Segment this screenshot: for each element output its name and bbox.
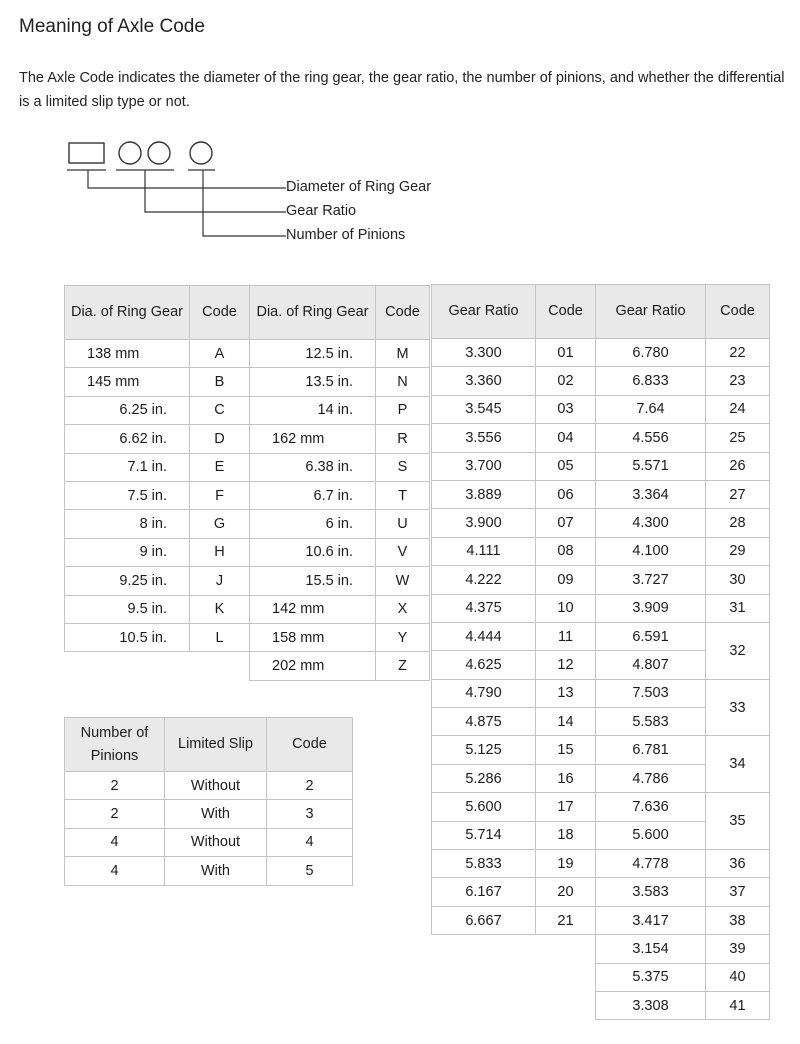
ratio-code-cell: 08 bbox=[536, 537, 596, 565]
ratio-code-cell: 02 bbox=[536, 367, 596, 395]
ratio-code-cell: 25 bbox=[706, 424, 770, 452]
gear-ratio-cell: 5.571 bbox=[596, 452, 706, 480]
table-row bbox=[432, 935, 770, 963]
ratio-code-cell: 22 bbox=[706, 339, 770, 367]
gear-ratio-cell: 4.222 bbox=[432, 566, 536, 594]
table-row bbox=[432, 878, 770, 906]
ratio-code-cell: 13 bbox=[536, 679, 596, 707]
pinion-count-cell: 4 bbox=[65, 828, 165, 856]
ratio-code-cell: 16 bbox=[536, 764, 596, 792]
ratio-code-header: Code bbox=[706, 285, 770, 339]
empty-cell bbox=[432, 963, 536, 991]
table-row bbox=[432, 395, 770, 423]
ring-code-cell: A bbox=[190, 340, 250, 368]
ring-diameter-header: Dia. of Ring Gear bbox=[250, 286, 376, 340]
ring-diameter-cell: 13.5 in. bbox=[250, 368, 376, 396]
ring-code-cell: X bbox=[376, 595, 430, 623]
table-row bbox=[432, 963, 770, 991]
empty-cell bbox=[190, 652, 250, 680]
ratio-code-cell: 24 bbox=[706, 395, 770, 423]
ratio-code-cell: 09 bbox=[536, 566, 596, 594]
ring-gear-connector bbox=[88, 170, 286, 188]
gear-ratio-cell: 5.833 bbox=[432, 850, 536, 878]
gear-ratio-cell: 3.545 bbox=[432, 395, 536, 423]
pinion-code-cell: 5 bbox=[267, 857, 353, 885]
ring-diameter-cell: 202 mm bbox=[250, 652, 376, 680]
ring-diameter-cell: 7.5 in. bbox=[65, 481, 190, 509]
gear-ratio-cell: 6.780 bbox=[596, 339, 706, 367]
pinion-count-cell: 4 bbox=[65, 857, 165, 885]
ratio-code-cell: 40 bbox=[706, 963, 770, 991]
gear-ratio-cell: 5.714 bbox=[432, 821, 536, 849]
ratio-header: Gear Ratio bbox=[432, 285, 536, 339]
gear-ratio-cell: 3.154 bbox=[596, 935, 706, 963]
ring-code-cell: S bbox=[376, 453, 430, 481]
gear-ratio-cell: 7.636 bbox=[596, 793, 706, 821]
ratio-code-cell: 21 bbox=[536, 906, 596, 934]
gear-ratio-cell: 4.556 bbox=[596, 424, 706, 452]
ring-code-cell: Y bbox=[376, 623, 430, 651]
ratio-code-cell: 28 bbox=[706, 509, 770, 537]
ratio-code-cell: 34 bbox=[706, 736, 770, 793]
gear-ratio-cell: 6.833 bbox=[596, 367, 706, 395]
table-row bbox=[432, 566, 770, 594]
table-row bbox=[65, 623, 430, 651]
ratio-header: Gear Ratio bbox=[596, 285, 706, 339]
ring-diameter-cell: 6 in. bbox=[250, 510, 376, 538]
table-row bbox=[432, 452, 770, 480]
gear-ratio-cell: 5.375 bbox=[596, 963, 706, 991]
intro-paragraph: The Axle Code indicates the diameter of the ring gear, the gear ratio, the number of pinions, and whether the differential is a limited slip type or not. bbox=[19, 70, 785, 110]
ring-diameter-cell: 9.25 in. bbox=[65, 567, 190, 595]
table-row bbox=[432, 424, 770, 452]
ratio-code-cell: 04 bbox=[536, 424, 596, 452]
gear-ratio-cell: 5.600 bbox=[432, 793, 536, 821]
ring-diameter-cell: 9.5 in. bbox=[65, 595, 190, 623]
ring-code-cell: M bbox=[376, 340, 430, 368]
ring-code-cell: G bbox=[190, 510, 250, 538]
gear-ratio-cell: 6.781 bbox=[596, 736, 706, 764]
table-row bbox=[65, 857, 353, 885]
ratio-code-cell: 17 bbox=[536, 793, 596, 821]
ring-diameter-cell: 10.5 in. bbox=[65, 623, 190, 651]
ring-code-cell: F bbox=[190, 481, 250, 509]
table-row bbox=[65, 538, 430, 566]
table-row bbox=[65, 340, 430, 368]
ring-code-cell: J bbox=[190, 567, 250, 595]
gear-ratio-cell: 4.807 bbox=[596, 651, 706, 679]
ring-diameter-cell: 142 mm bbox=[250, 595, 376, 623]
ratio-code-cell: 03 bbox=[536, 395, 596, 423]
gear-ratio-cell: 6.667 bbox=[432, 906, 536, 934]
limited-slip-cell: With bbox=[165, 800, 267, 828]
gear-ratio-cell: 4.778 bbox=[596, 850, 706, 878]
ratio-code-cell: 32 bbox=[706, 622, 770, 679]
ratio-code-header: Code bbox=[536, 285, 596, 339]
table-row bbox=[65, 652, 430, 680]
ratio-code-circle-1 bbox=[119, 142, 141, 164]
gear-ratio-cell: 3.583 bbox=[596, 878, 706, 906]
table-row bbox=[65, 481, 430, 509]
gear-ratio-cell: 5.286 bbox=[432, 764, 536, 792]
limited-slip-cell: Without bbox=[165, 828, 267, 856]
ratio-code-cell: 20 bbox=[536, 878, 596, 906]
ratio-code-cell: 35 bbox=[706, 793, 770, 850]
ring-diameter-cell: 15.5 in. bbox=[250, 567, 376, 595]
gear-ratio-cell: 3.364 bbox=[596, 480, 706, 508]
ratio-code-cell: 15 bbox=[536, 736, 596, 764]
pinions-connector bbox=[203, 170, 286, 236]
gear-ratio-cell: 3.727 bbox=[596, 566, 706, 594]
ratio-code-cell: 06 bbox=[536, 480, 596, 508]
ring-diameter-cell: 6.25 in. bbox=[65, 396, 190, 424]
pinions-label: Number of Pinions bbox=[286, 227, 406, 243]
empty-cell bbox=[536, 991, 596, 1019]
empty-cell bbox=[536, 963, 596, 991]
gear-ratio-table bbox=[431, 284, 770, 1020]
gear-ratio-cell: 4.875 bbox=[432, 708, 536, 736]
gear-ratio-cell: 7.64 bbox=[596, 395, 706, 423]
gear-ratio-cell: 4.111 bbox=[432, 537, 536, 565]
ring-diameter-cell: 145 mm bbox=[65, 368, 190, 396]
pinion-code-cell: 3 bbox=[267, 800, 353, 828]
ring-code-cell: N bbox=[376, 368, 430, 396]
pinion-code-header: Code bbox=[267, 718, 353, 772]
table-row bbox=[65, 800, 353, 828]
ring-diameter-cell: 7.1 in. bbox=[65, 453, 190, 481]
gear-ratio-cell: 3.889 bbox=[432, 480, 536, 508]
table-row bbox=[65, 453, 430, 481]
pinion-count-cell: 2 bbox=[65, 772, 165, 800]
gear-ratio-cell: 4.444 bbox=[432, 622, 536, 650]
gear-ratio-cell: 3.556 bbox=[432, 424, 536, 452]
pinions-header: Number of Pinions bbox=[65, 718, 165, 772]
page-title: Meaning of Axle Code bbox=[19, 16, 205, 37]
ratio-code-cell: 11 bbox=[536, 622, 596, 650]
table-row bbox=[432, 339, 770, 367]
table-row bbox=[65, 595, 430, 623]
gear-ratio-cell: 3.700 bbox=[432, 452, 536, 480]
empty-cell bbox=[65, 652, 190, 680]
ring-diameter-cell: 138 mm bbox=[65, 340, 190, 368]
table-row bbox=[432, 594, 770, 622]
empty-cell bbox=[432, 991, 536, 1019]
pinion-table bbox=[64, 717, 353, 886]
gear-ratio-cell: 5.600 bbox=[596, 821, 706, 849]
ratio-code-cell: 31 bbox=[706, 594, 770, 622]
ring-code-header: Code bbox=[376, 286, 430, 340]
ring-code-cell: C bbox=[190, 396, 250, 424]
ratio-code-cell: 36 bbox=[706, 850, 770, 878]
ratio-code-cell: 07 bbox=[536, 509, 596, 537]
gear-ratio-cell: 3.360 bbox=[432, 367, 536, 395]
gear-ratio-cell: 7.503 bbox=[596, 679, 706, 707]
pinion-count-cell: 2 bbox=[65, 800, 165, 828]
ring-gear-table bbox=[64, 285, 430, 681]
limited-slip-header: Limited Slip bbox=[165, 718, 267, 772]
gear-ratio-cell: 4.786 bbox=[596, 764, 706, 792]
ratio-code-cell: 19 bbox=[536, 850, 596, 878]
ratio-code-cell: 05 bbox=[536, 452, 596, 480]
ratio-code-cell: 18 bbox=[536, 821, 596, 849]
ring-diameter-cell: 10.6 in. bbox=[250, 538, 376, 566]
table-row bbox=[432, 793, 770, 821]
limited-slip-cell: Without bbox=[165, 772, 267, 800]
table-row bbox=[432, 509, 770, 537]
gear-ratio-cell: 3.417 bbox=[596, 906, 706, 934]
empty-cell bbox=[432, 935, 536, 963]
gear-ratio-cell: 4.790 bbox=[432, 679, 536, 707]
ring-code-cell: T bbox=[376, 481, 430, 509]
ratio-code-cell: 10 bbox=[536, 594, 596, 622]
table-row bbox=[432, 622, 770, 650]
gear-ratio-cell: 5.125 bbox=[432, 736, 536, 764]
ratio-code-cell: 39 bbox=[706, 935, 770, 963]
ratio-code-circle-2 bbox=[148, 142, 170, 164]
gear-ratio-cell: 4.625 bbox=[432, 651, 536, 679]
ring-code-cell: V bbox=[376, 538, 430, 566]
ring-diameter-header: Dia. of Ring Gear bbox=[65, 286, 190, 340]
gear-ratio-cell: 3.300 bbox=[432, 339, 536, 367]
table-row bbox=[432, 906, 770, 934]
ring-code-header: Code bbox=[190, 286, 250, 340]
ring-diameter-cell: 162 mm bbox=[250, 425, 376, 453]
ring-diameter-cell: 6.38 in. bbox=[250, 453, 376, 481]
code-structure-diagram bbox=[60, 140, 300, 250]
gear-ratio-connector bbox=[145, 170, 286, 212]
pinion-code-circle bbox=[190, 142, 212, 164]
gear-ratio-cell: 4.100 bbox=[596, 537, 706, 565]
ring-code-cell: U bbox=[376, 510, 430, 538]
ring-gear-code-box bbox=[69, 143, 104, 163]
gear-ratio-cell: 3.900 bbox=[432, 509, 536, 537]
pinion-code-cell: 4 bbox=[267, 828, 353, 856]
ring-diameter-cell: 14 in. bbox=[250, 396, 376, 424]
ratio-code-cell: 37 bbox=[706, 878, 770, 906]
table-row bbox=[65, 510, 430, 538]
ratio-code-cell: 14 bbox=[536, 708, 596, 736]
ratio-code-cell: 27 bbox=[706, 480, 770, 508]
ring-diameter-cell: 8 in. bbox=[65, 510, 190, 538]
ring-code-cell: B bbox=[190, 368, 250, 396]
ratio-code-cell: 29 bbox=[706, 537, 770, 565]
table-row bbox=[65, 396, 430, 424]
gear-ratio-label: Gear Ratio bbox=[286, 203, 357, 219]
table-row bbox=[432, 736, 770, 764]
gear-ratio-cell: 4.375 bbox=[432, 594, 536, 622]
ratio-code-cell: 41 bbox=[706, 991, 770, 1019]
pinion-code-cell: 2 bbox=[267, 772, 353, 800]
ratio-code-cell: 33 bbox=[706, 679, 770, 736]
table-row bbox=[432, 991, 770, 1019]
table-row bbox=[432, 850, 770, 878]
gear-ratio-cell: 5.583 bbox=[596, 708, 706, 736]
table-row bbox=[432, 480, 770, 508]
diameter-label: Diameter of Ring Gear bbox=[286, 179, 432, 195]
ratio-code-cell: 12 bbox=[536, 651, 596, 679]
ring-code-cell: K bbox=[190, 595, 250, 623]
ratio-code-cell: 38 bbox=[706, 906, 770, 934]
ring-code-cell: Z bbox=[376, 652, 430, 680]
table-row bbox=[432, 537, 770, 565]
ring-code-cell: E bbox=[190, 453, 250, 481]
table-row bbox=[65, 772, 353, 800]
table-row bbox=[65, 567, 430, 595]
limited-slip-cell: With bbox=[165, 857, 267, 885]
table-row bbox=[65, 425, 430, 453]
ring-diameter-cell: 12.5 in. bbox=[250, 340, 376, 368]
gear-ratio-cell: 6.167 bbox=[432, 878, 536, 906]
ring-code-cell: R bbox=[376, 425, 430, 453]
gear-ratio-cell: 4.300 bbox=[596, 509, 706, 537]
ring-diameter-cell: 6.62 in. bbox=[65, 425, 190, 453]
ring-diameter-cell: 6.7 in. bbox=[250, 481, 376, 509]
gear-ratio-cell: 3.909 bbox=[596, 594, 706, 622]
ratio-code-cell: 01 bbox=[536, 339, 596, 367]
table-row bbox=[65, 368, 430, 396]
ring-code-cell: D bbox=[190, 425, 250, 453]
ring-code-cell: W bbox=[376, 567, 430, 595]
table-row bbox=[432, 367, 770, 395]
ratio-code-cell: 26 bbox=[706, 452, 770, 480]
gear-ratio-cell: 3.308 bbox=[596, 991, 706, 1019]
gear-ratio-cell: 6.591 bbox=[596, 622, 706, 650]
ring-diameter-cell: 9 in. bbox=[65, 538, 190, 566]
table-row bbox=[65, 828, 353, 856]
ring-code-cell: P bbox=[376, 396, 430, 424]
table-row bbox=[432, 679, 770, 707]
ratio-code-cell: 23 bbox=[706, 367, 770, 395]
ring-code-cell: L bbox=[190, 623, 250, 651]
ring-diameter-cell: 158 mm bbox=[250, 623, 376, 651]
ratio-code-cell: 30 bbox=[706, 566, 770, 594]
empty-cell bbox=[536, 935, 596, 963]
ring-code-cell: H bbox=[190, 538, 250, 566]
